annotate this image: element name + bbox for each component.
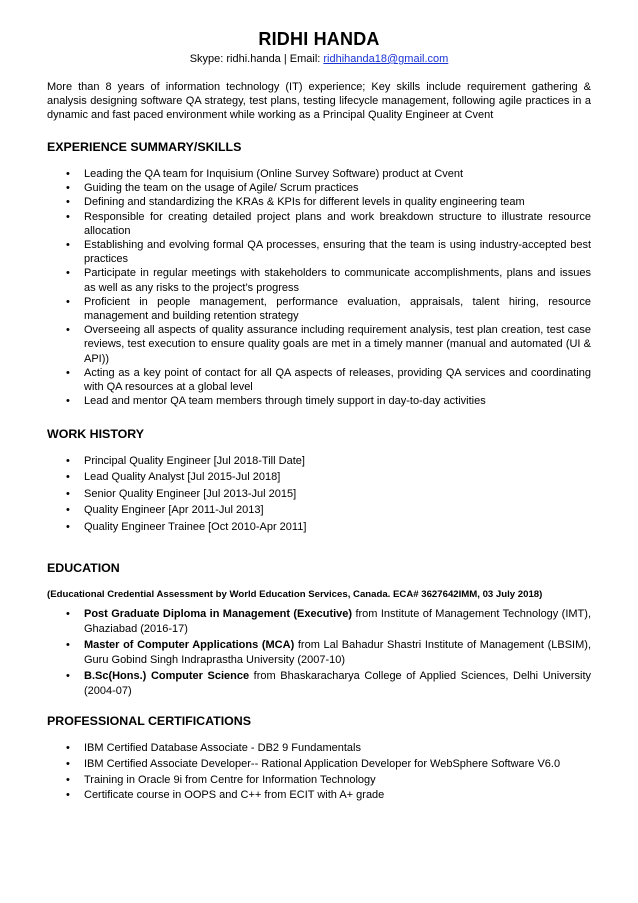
list-item: • Responsible for creating detailed project plans and work breakdown structure to illustrate resource allocation <box>66 210 591 237</box>
list-item: • Acting as a key point of contact for all QA aspects of releases, providing QA services and coordinating with QA resources at a global level <box>66 366 591 394</box>
list-item <box>47 638 591 668</box>
bullet-icon: • <box>66 395 70 408</box>
bullet-icon: • <box>66 295 70 308</box>
bullet-icon: • <box>66 742 70 754</box>
profile-summary: More than 8 years of information technology (IT) experience; Key skills include requirement gathering & analysis designing software QA strategy, test plans, testing lifecycle management, following agile practices in a dynamic and fast paced environment while working as a Principal Quality Engineer at Cvent <box>47 81 591 122</box>
bullet-icon: • <box>66 608 70 620</box>
list-item <box>47 607 591 637</box>
bullet-icon: • <box>66 196 70 209</box>
list-item: • IBM Certified Associate Developer-- Rational Application Developer for WebSphere Software V6.0 <box>47 757 591 773</box>
bullet-icon: • <box>66 168 70 180</box>
list-item: • Certificate course in OOPS and C++ from ECIT with A+ grade <box>47 788 591 804</box>
list-item: • Guiding the team on the usage of Agile/ Scrum practices <box>66 182 359 195</box>
bullet-icon: • <box>66 210 70 223</box>
degree-name: B.Sc(Hons.) Computer Science <box>84 670 250 682</box>
list-item: • Lead Quality Analyst [Jul 2015-Jul 2018] <box>47 469 591 485</box>
list-item: • Leading the QA team for Inquisium (Online Survey Software) product at Cvent <box>66 168 464 180</box>
degree-name: Master of Computer Applications (MCA) <box>84 639 295 651</box>
bullet-icon: • <box>66 239 70 252</box>
work-history-list <box>47 453 591 535</box>
bullet-icon: • <box>66 324 70 337</box>
contact-prefix: Skype: ridhi.handa | Email: <box>189 53 324 65</box>
list-item <box>47 669 591 699</box>
list-item: • Lead and mentor QA team members through timely support in day-to-day activities <box>66 395 486 408</box>
credential-note: (Educational Credential Assessment by World Education Services, Canada. ECA# 3627642IMM, 03 July 2018) <box>47 589 543 600</box>
degree-detail: from Lal Bahadur Shastri Institute of Management (LBSIM), Guru Gobind Singh Indraprastha University (2007-10) <box>84 639 591 666</box>
contact-line <box>0 53 638 65</box>
bullet-icon: • <box>66 267 70 280</box>
certifications-list <box>47 741 591 804</box>
experience-heading: EXPERIENCE SUMMARY/SKILLS <box>47 140 242 154</box>
bullet-icon: • <box>66 520 70 533</box>
bullet-icon: • <box>66 471 70 484</box>
list-item: • Establishing and evolving formal QA processes, ensuring that the team is using industry-accepted best practices <box>66 239 591 266</box>
email-link[interactable]: ridhihanda18@gmail.com <box>323 53 449 65</box>
experience-list <box>47 167 591 408</box>
list-item: • IBM Certified Database Associate - DB2 9 Fundamentals <box>47 741 591 757</box>
education-list <box>47 607 591 700</box>
list-item: • Quality Engineer Trainee [Oct 2010-Apr 2011] <box>47 519 591 535</box>
candidate-name: RIDHI HANDA <box>258 29 380 49</box>
list-item: • Senior Quality Engineer [Jul 2013-Jul 2015] <box>47 486 591 502</box>
bullet-icon: • <box>66 366 70 379</box>
list-item: • Quality Engineer [Apr 2011-Jul 2013] <box>47 502 591 518</box>
work-history-heading: WORK HISTORY <box>47 427 145 441</box>
list-item: • Defining and standardizing the KRAs & KPIs for different levels in quality engineering team <box>66 196 525 209</box>
list-item: • Participate in regular meetings with stakeholders to communicate accomplishments, plans and issues as well as any risks to the project’s progress <box>66 267 591 294</box>
education-heading: EDUCATION <box>47 561 120 575</box>
list-item: • Training in Oracle 9i from Centre for Information Technology <box>47 773 591 789</box>
bullet-icon: • <box>66 455 70 467</box>
bullet-icon: • <box>66 182 70 195</box>
bullet-icon: • <box>66 639 70 651</box>
bullet-icon: • <box>66 789 70 802</box>
certifications-heading: PROFESSIONAL CERTIFICATIONS <box>47 714 251 728</box>
bullet-icon: • <box>66 504 70 517</box>
list-item: • Overseeing all aspects of quality assurance including requirement analysis, test plan creation, test case reviews, test execution to ensure quality goals are met in a timely manner (manual and automated (UI & API)) <box>66 324 591 365</box>
bullet-icon: • <box>66 773 70 786</box>
bullet-icon: • <box>66 487 70 500</box>
list-item: • Proficient in people management, performance evaluation, appraisals, talent hiring, resource management and building retention strategy <box>66 295 591 323</box>
list-item: • Principal Quality Engineer [Jul 2018-Till Date] <box>47 453 591 469</box>
degree-detail: from Bhaskaracharya College of Applied Sciences, Delhi University (2004-07) <box>84 670 591 697</box>
bullet-icon: • <box>66 757 70 770</box>
degree-detail: from Institute of Management Technology (IMT), Ghaziabad (2016-17) <box>84 608 591 635</box>
degree-name: Post Graduate Diploma in Management (Executive) <box>84 608 353 620</box>
bullet-icon: • <box>66 670 70 682</box>
